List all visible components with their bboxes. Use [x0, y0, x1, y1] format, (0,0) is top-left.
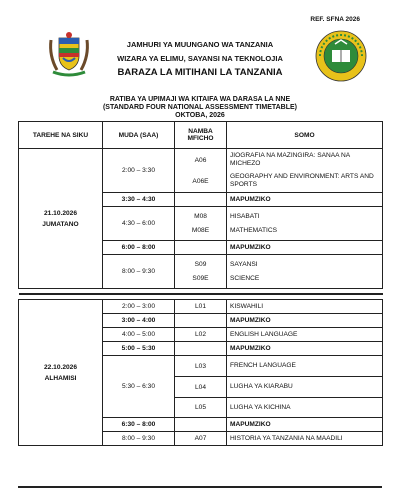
- title-swahili: RATIBA YA UPIMAJI WA KITAIFA WA DARASA LA NNE: [109, 96, 291, 103]
- exam-code: L04: [175, 377, 226, 398]
- time-cell: 8:00 – 9:30: [103, 255, 175, 289]
- subject-name: HISTORIA YA TANZANIA NA MAADILI: [227, 432, 383, 446]
- day2-cell: [19, 300, 103, 446]
- title-month: OKTOBA, 2026: [175, 112, 225, 119]
- day1-date: 21.10.2026: [43, 209, 77, 217]
- subject-name: ENGLISH LANGUAGE: [227, 328, 383, 342]
- table-row: [19, 149, 383, 193]
- col-header-subject: SOMO: [227, 122, 383, 149]
- subject-name: JIOGRAFIA NA MAZINGIRA: SANAA NA MICHEZO: [230, 152, 350, 167]
- exam-code: A07: [175, 432, 227, 446]
- subject-name: SAYANSI: [230, 260, 258, 268]
- code-cell: [175, 356, 227, 418]
- subject-name: LUGHA YA KIARABU: [227, 377, 382, 398]
- subject-cell: [227, 356, 383, 418]
- code-cell: [175, 418, 227, 432]
- subject-name: LUGHA YA KICHINA: [230, 403, 291, 411]
- day2-weekday: ALHAMISI: [44, 374, 77, 382]
- break-cell: MAPUMZIKO: [227, 193, 383, 207]
- exam-code: M08: [194, 213, 207, 220]
- subject-name: KISWAHILI: [227, 300, 383, 314]
- subject-name: HISABATI: [230, 212, 260, 220]
- exam-code: L05: [194, 404, 206, 411]
- subject-cell: [227, 255, 383, 289]
- break-cell: MAPUMZIKO: [227, 314, 383, 328]
- exam-code: L01: [175, 300, 227, 314]
- code-cell: [175, 149, 227, 193]
- time-cell: 3:00 – 4:00: [103, 314, 175, 328]
- day2-date: 22.10.2026: [43, 363, 77, 371]
- code-cell: [175, 314, 227, 328]
- time-cell: 3:30 – 4:30: [103, 193, 175, 207]
- code-cell: [175, 255, 227, 289]
- time-cell: 2:00 – 3:30: [103, 149, 175, 193]
- col-header-time: MUDA (SAA): [103, 122, 175, 149]
- time-cell: 5:30 – 6:30: [103, 356, 175, 418]
- reference-number: REF. SFNA 2026: [310, 16, 360, 23]
- break-cell: MAPUMZIKO: [227, 241, 383, 255]
- subject-cell: [227, 149, 383, 193]
- header-ministry: WIZARA YA ELIMU, SAYANSI NA TEKNOLOJIA: [117, 54, 283, 63]
- exam-code: L03: [175, 356, 226, 377]
- break-cell: MAPUMZIKO: [227, 342, 383, 356]
- time-cell: 6:30 – 8:00: [103, 418, 175, 432]
- col-header-date: TAREHE NA SIKU: [19, 122, 103, 149]
- subject-name: SCIENCE: [230, 274, 260, 282]
- subject-name: MATHEMATICS: [230, 226, 278, 234]
- subject-name: GEOGRAPHY AND ENVIRONMENT: ARTS AND SPORTS: [230, 173, 374, 188]
- code-cell: [175, 193, 227, 207]
- header-council: BARAZA LA MITIHANI LA TANZANIA: [117, 67, 283, 78]
- exam-code: S09E: [192, 275, 209, 282]
- day1-weekday: JUMATANO: [42, 220, 79, 228]
- time-cell: 6:00 – 8:00: [103, 241, 175, 255]
- table-header-row: [19, 122, 383, 149]
- exam-code: L02: [175, 328, 227, 342]
- bottom-rule: [18, 486, 382, 488]
- exam-code: A06: [194, 156, 207, 164]
- time-cell: 4:30 – 6:00: [103, 207, 175, 241]
- subject-cell: [227, 207, 383, 241]
- table-row: [19, 300, 383, 314]
- exam-code: M08E: [191, 227, 210, 234]
- subject-name: FRENCH LANGUAGE: [227, 356, 382, 377]
- code-cell: [175, 207, 227, 241]
- day1-cell: [19, 149, 103, 289]
- col-header-code: NAMBA MFICHO: [175, 122, 227, 149]
- title-english: (STANDARD FOUR NATIONAL ASSESSMENT TIMETABLE): [102, 104, 298, 111]
- code-cell: [175, 241, 227, 255]
- header-republic: JAMHURI YA MUUNGANO WA TANZANIA: [126, 40, 274, 49]
- timetable: [18, 121, 383, 446]
- time-cell: 8:00 – 9:30: [103, 432, 175, 446]
- time-cell: 2:00 – 3:00: [103, 300, 175, 314]
- break-cell: MAPUMZIKO: [227, 418, 383, 432]
- time-cell: 4:00 – 5:00: [103, 328, 175, 342]
- time-cell: 5:00 – 5:30: [103, 342, 175, 356]
- exam-code: A06E: [192, 177, 209, 185]
- code-cell: [175, 342, 227, 356]
- exam-code: S09: [194, 261, 207, 268]
